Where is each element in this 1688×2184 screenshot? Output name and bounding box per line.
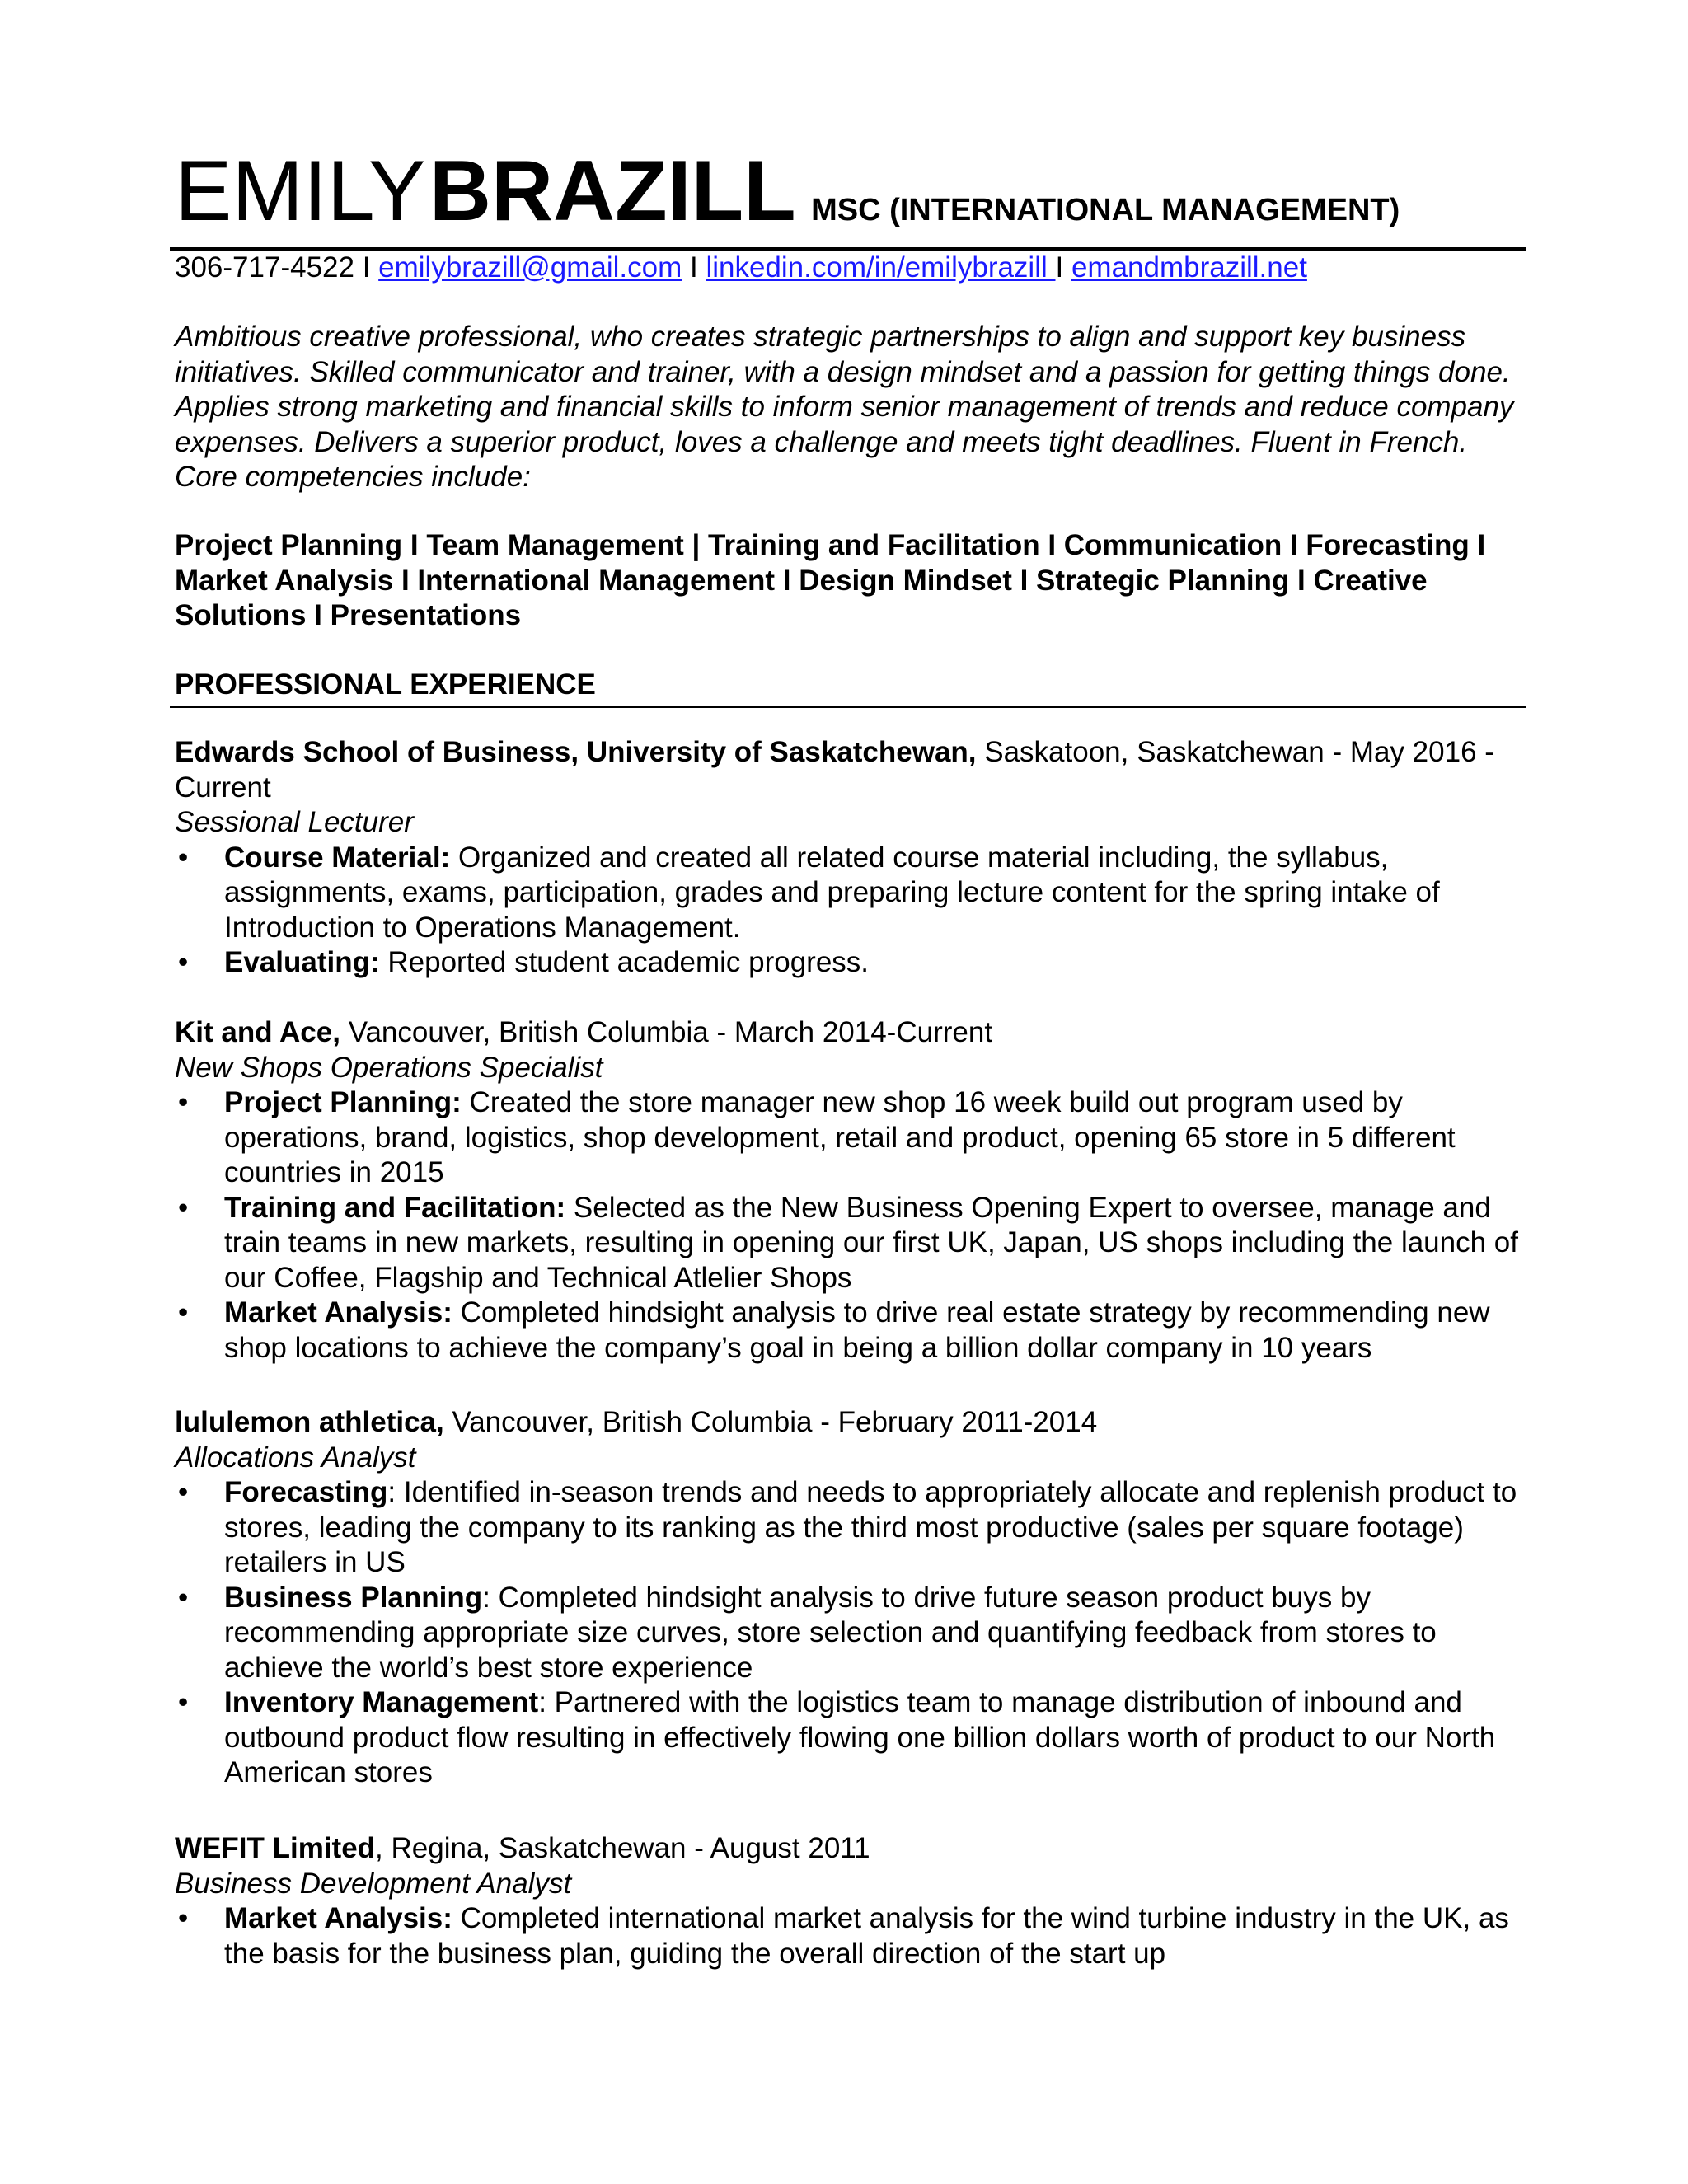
professional-summary: Ambitious creative professional, who creates strategic partnerships to align and support key business initiatives. Skilled communicator and trainer, with a design mindset and a passion for getting things done. Applies strong marketing and financial skills to inform senior management of trends and reduce company expenses. Delivers a superior product, loves a challenge and meets tight deadlines. Fluent in French. Core competencies include: (175, 321, 1514, 493)
job-organization: lululemon athletica, (175, 1406, 444, 1438)
job-details: Vancouver, British Columbia - March 2014-Current (340, 1016, 993, 1048)
job-entry (175, 1015, 1526, 1366)
list-item (175, 1901, 1526, 1971)
list-item (175, 1475, 1526, 1581)
job-entry (175, 1831, 1526, 1971)
bullet-icon: • (178, 1902, 189, 1934)
job-role: Allocations Analyst (175, 1441, 416, 1474)
first-name: EMILY (175, 143, 426, 239)
job-bullets (175, 1475, 1526, 1791)
bullet-icon: • (178, 1476, 189, 1508)
list-item (175, 1581, 1526, 1686)
job-organization: WEFIT Limited (175, 1832, 376, 1864)
bullet-label: Business Planning (224, 1581, 483, 1614)
list-item (175, 945, 1526, 981)
job-role: Sessional Lecturer (175, 806, 414, 838)
bullet-label: Market Analysis: (224, 1902, 452, 1934)
bullet-text: : Identified in-season trends and needs to appropriately allocate and replenish product to stores, leading the company to its ranking as the third most productive (sales per square footage) retailers in US (224, 1476, 1517, 1578)
job-bullets (175, 1901, 1526, 1971)
last-name: BRAZILL (429, 143, 796, 239)
list-item (175, 1685, 1526, 1791)
resume-header (175, 143, 1400, 239)
job-organization: Kit and Ace, (175, 1016, 340, 1048)
bullet-icon: • (178, 1296, 189, 1329)
bullet-text: Organized and created all related course material including, the syllabus, assignments, exams, participation, grades and preparing lecture content for the spring intake of Introduction to Operations Management. (224, 841, 1440, 944)
job-heading (175, 735, 1526, 805)
job-details: Saskatoon, Saskatchewan - May 2016 - Current (175, 736, 1494, 804)
bullet-label: Course Material: (224, 841, 451, 874)
job-role: New Shops Operations Specialist (175, 1051, 603, 1084)
job-entry (175, 735, 1526, 981)
job-details: Vancouver, British Columbia - February 2011-2014 (443, 1406, 1098, 1438)
job-bullets (175, 841, 1526, 981)
list-item (175, 1191, 1526, 1296)
bullet-label: Market Analysis: (224, 1296, 452, 1329)
bullet-text: Created the store manager new shop 16 week build out program used by operations, brand, logistics, shop development, retail and product, opening 65 store in 5 different countries in 2015 (224, 1086, 1456, 1188)
bullet-icon: • (178, 1581, 189, 1614)
bullet-icon: • (178, 1686, 189, 1718)
job-entry (175, 1405, 1526, 1791)
job-heading (175, 1015, 1526, 1051)
list-item (175, 1296, 1526, 1366)
list-item (175, 841, 1526, 946)
linkedin-link[interactable]: linkedin.com/in/emilybrazill (706, 251, 1056, 284)
resume-page (170, 0, 1526, 2184)
list-item (175, 1085, 1526, 1191)
bullet-text: Reported student academic progress. (379, 946, 870, 978)
job-role: Business Development Analyst (175, 1867, 572, 1900)
job-details: , Regina, Saskatchewan - August 2011 (375, 1832, 870, 1864)
contact-separator: I (354, 251, 379, 284)
bullet-text: Completed international market analysis for the wind turbine industry in the UK, as the basis for the business plan, guiding the overall direction of the start up (224, 1902, 1509, 1970)
website-link[interactable]: emandmbrazill.net (1071, 251, 1307, 284)
core-competencies: Project Planning I Team Management | Training and Facilitation I Communication I Forecasting I Market Analysis I International Management I Design Mindset I Strategic Planning I Creative Solutions I Presentations (175, 529, 1486, 631)
bullet-label: Training and Facilitation: (224, 1191, 566, 1224)
bullet-icon: • (178, 1086, 189, 1118)
job-heading (175, 1405, 1526, 1441)
contact-separator: I (682, 251, 706, 284)
job-heading (175, 1831, 1526, 1867)
bullet-icon: • (178, 1191, 189, 1224)
phone-number: 306-717-4522 (175, 251, 354, 284)
bullet-text: : Partnered with the logistics team to manage distribution of inbound and outbound product flow resulting in effectively flowing one billion dollars worth of product to our North American stores (224, 1686, 1496, 1788)
bullet-label: Evaluating: (224, 946, 380, 978)
degree: MSC (INTERNATIONAL MANAGEMENT) (811, 193, 1400, 227)
contact-line (175, 251, 1307, 285)
bullet-text: : Completed hindsight analysis to drive future season product buys by recommending appropriate size curves, store selection and quantifying feedback from stores to achieve the world’s best store experience (224, 1581, 1437, 1684)
bullet-label: Inventory Management (224, 1686, 539, 1718)
bullet-icon: • (178, 946, 189, 978)
job-bullets (175, 1085, 1526, 1366)
contact-separator: I (1055, 251, 1071, 284)
job-organization: Edwards School of Business, University of Saskatchewan, (175, 736, 977, 768)
bullet-icon: • (178, 841, 189, 874)
section-title-experience: PROFESSIONAL EXPERIENCE (175, 668, 596, 701)
bullet-label: Project Planning: (224, 1086, 462, 1118)
email-link[interactable]: emilybrazill@gmail.com (378, 251, 682, 284)
bullet-text: Selected as the New Business Opening Expert to oversee, manage and train teams in new markets, resulting in opening our first UK, Japan, US shops including the launch of our Coffee, Flagship and Technical Atlelier Shops (224, 1191, 1518, 1294)
section-divider (170, 706, 1526, 708)
bullet-text: Completed hindsight analysis to drive real estate strategy by recommending new shop locations to achieve the company’s goal in being a billion dollar company in 10 years (224, 1296, 1490, 1364)
bullet-label: Forecasting (224, 1476, 388, 1508)
